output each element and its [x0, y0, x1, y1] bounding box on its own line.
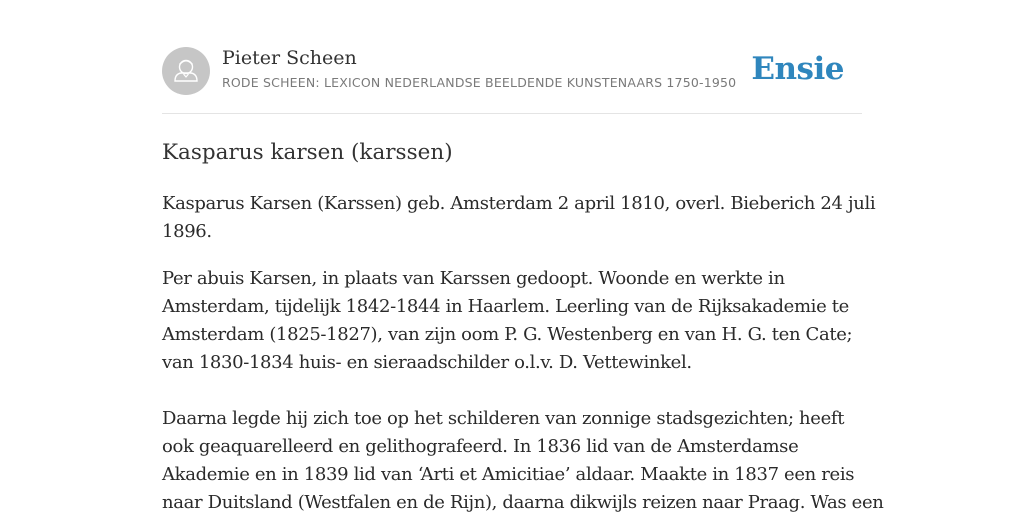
- paragraph-line: 1896.: [162, 221, 212, 242]
- paragraph-line: Per abuis Karsen, in plaats van Karssen gedoopt. Woonde en werkte in: [162, 268, 785, 289]
- article-paragraph: [162, 405, 884, 517]
- paragraph-line: van 1830-1834 huis- en sieraadschilder o.l.v. D. Vettewinkel.: [162, 352, 692, 373]
- paragraph-line: Daarna legde hij zich toe op het schilderen van zonnige stadsgezichten; heeft: [162, 408, 845, 429]
- paragraph-line: Akademie en in 1839 lid van ‘Arti et Amicitiae’ aldaar. Maakte in 1837 een reis: [162, 464, 855, 485]
- author-avatar[interactable]: [162, 47, 210, 95]
- paragraph-line: Kasparus Karsen (Karssen) geb. Amsterdam 2 april 1810, overl. Bieberich 24 juli: [162, 193, 876, 214]
- user-silhouette-icon: [162, 47, 210, 95]
- article-title: Kasparus karsen (karssen): [162, 140, 453, 165]
- paragraph-line: Amsterdam (1825-1827), van zijn oom P. G. Westenberg en van H. G. ten Cate;: [162, 324, 853, 345]
- paragraph-line: ook geaquarelleerd en gelithografeerd. In 1836 lid van de Amsterdamse: [162, 436, 799, 457]
- paragraph-line: naar Duitsland (Westfalen en de Rijn), daarna dikwijls reizen naar Praag. Was een: [162, 492, 884, 513]
- paragraph-line: Amsterdam, tijdelijk 1842-1844 in Haarlem. Leerling van de Rijksakademie te: [162, 296, 849, 317]
- author-name[interactable]: Pieter Scheen: [222, 47, 357, 69]
- article-paragraph: [162, 265, 872, 377]
- article-header: [162, 47, 862, 95]
- source-title[interactable]: RODE SCHEEN: LEXICON NEDERLANDSE BEELDENDE KUNSTENAARS 1750-1950: [222, 75, 737, 90]
- ensie-logo[interactable]: Ensie: [751, 51, 844, 87]
- header-divider: [162, 113, 862, 114]
- article-body: [162, 190, 884, 517]
- article-paragraph: [162, 190, 876, 246]
